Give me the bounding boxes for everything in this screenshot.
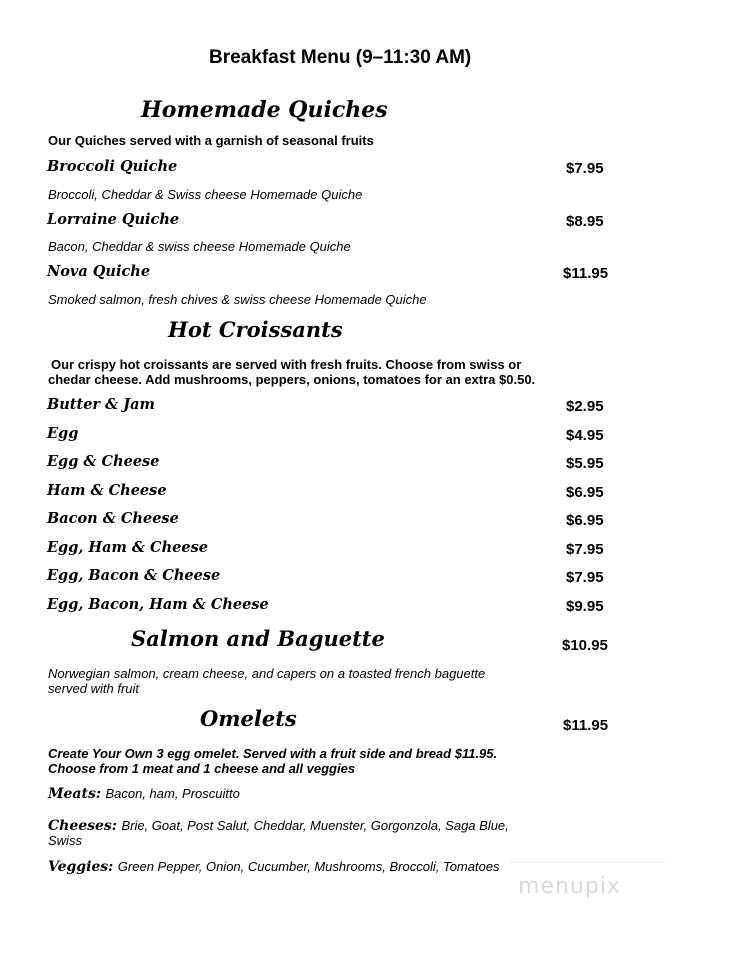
cheeses-label: Cheeses: [48, 818, 117, 834]
menu-item-price: $6.95 [566, 484, 604, 501]
cheeses-list-continued: Swiss [48, 833, 82, 848]
section-heading-salmon: Salmon and Baguette [131, 626, 385, 651]
menu-item-price: $9.95 [566, 598, 604, 615]
menu-item-price: $7.95 [566, 160, 604, 177]
salmon-desc-line2: served with fruit [48, 681, 140, 696]
quiches-note: Our Quiches served with a garnish of seasonal fruits [48, 133, 374, 148]
menu-item-price: $6.95 [566, 512, 604, 529]
veggies-label: Veggies: [48, 859, 114, 875]
omelets-note-line2: Choose from 1 meat and 1 cheese and all veggies [48, 761, 356, 776]
menu-item-desc: Broccoli, Cheddar & Swiss cheese Homemade Quiche [48, 187, 363, 202]
croissants-note-line2: chedar cheese. Add mushrooms, peppers, onions, tomatoes for an extra $0.50. [48, 372, 536, 387]
menu-item-price: $2.95 [566, 398, 604, 415]
salmon-desc-line1: Norwegian salmon, cream cheese, and capers on a toasted french baguette [48, 666, 486, 681]
meats-list: Bacon, ham, Proscuitto [105, 786, 240, 801]
watermark-rule [510, 862, 665, 863]
section-heading-omelets: Omelets [200, 706, 297, 731]
meats-label: Meats: [48, 786, 101, 802]
menu-item-desc: Smoked salmon, fresh chives & swiss cheese Homemade Quiche [48, 292, 427, 307]
salmon-price: $10.95 [562, 637, 608, 654]
omelets-note-line1: Create Your Own 3 egg omelet. Served with a fruit side and bread $11.95. [48, 746, 498, 761]
menu-item-name: Egg, Ham & Cheese [47, 539, 208, 556]
menu-item-desc: Bacon, Cheddar & swiss cheese Homemade Quiche [48, 239, 351, 254]
menu-item-name: Egg, Bacon & Cheese [47, 567, 221, 584]
veggies-row [48, 858, 500, 876]
menu-item-name: Broccoli Quiche [47, 158, 178, 175]
menu-item-price: $5.95 [566, 455, 604, 472]
omelets-price: $11.95 [563, 717, 609, 734]
watermark-logo: menupix [518, 874, 621, 899]
menu-item-price: $7.95 [566, 541, 604, 558]
menu-item-name: Egg, Bacon, Ham & Cheese [47, 596, 269, 613]
veggies-list: Green Pepper, Onion, Cucumber, Mushrooms, Broccoli, Tomatoes [117, 859, 500, 874]
menu-item-price: $8.95 [566, 213, 604, 230]
cheeses-list: Brie, Goat, Post Salut, Cheddar, Muenster, Gorgonzola, Saga Blue, [121, 818, 509, 833]
menu-item-name: Egg & Cheese [47, 453, 160, 470]
menu-item-price: $7.95 [566, 569, 604, 586]
croissants-note-line1: Our crispy hot croissants are served with fresh fruits. Choose from swiss or [51, 357, 522, 372]
meats-row [48, 785, 240, 803]
menu-item-price: $4.95 [566, 427, 604, 444]
cheeses-row [48, 817, 509, 835]
menu-item-name: Butter & Jam [47, 396, 155, 413]
section-heading-croissants: Hot Croissants [168, 317, 343, 342]
menu-item-name: Ham & Cheese [47, 482, 167, 499]
section-heading-quiches: Homemade Quiches [141, 97, 388, 123]
menu-item-name: Egg [47, 425, 79, 442]
menu-item-name: Nova Quiche [47, 263, 151, 280]
menu-item-price: $11.95 [563, 265, 609, 282]
page-title: Breakfast Menu (9–11:30 AM) [209, 47, 472, 68]
menu-item-name: Lorraine Quiche [47, 211, 180, 228]
menu-item-name: Bacon & Cheese [47, 510, 179, 527]
